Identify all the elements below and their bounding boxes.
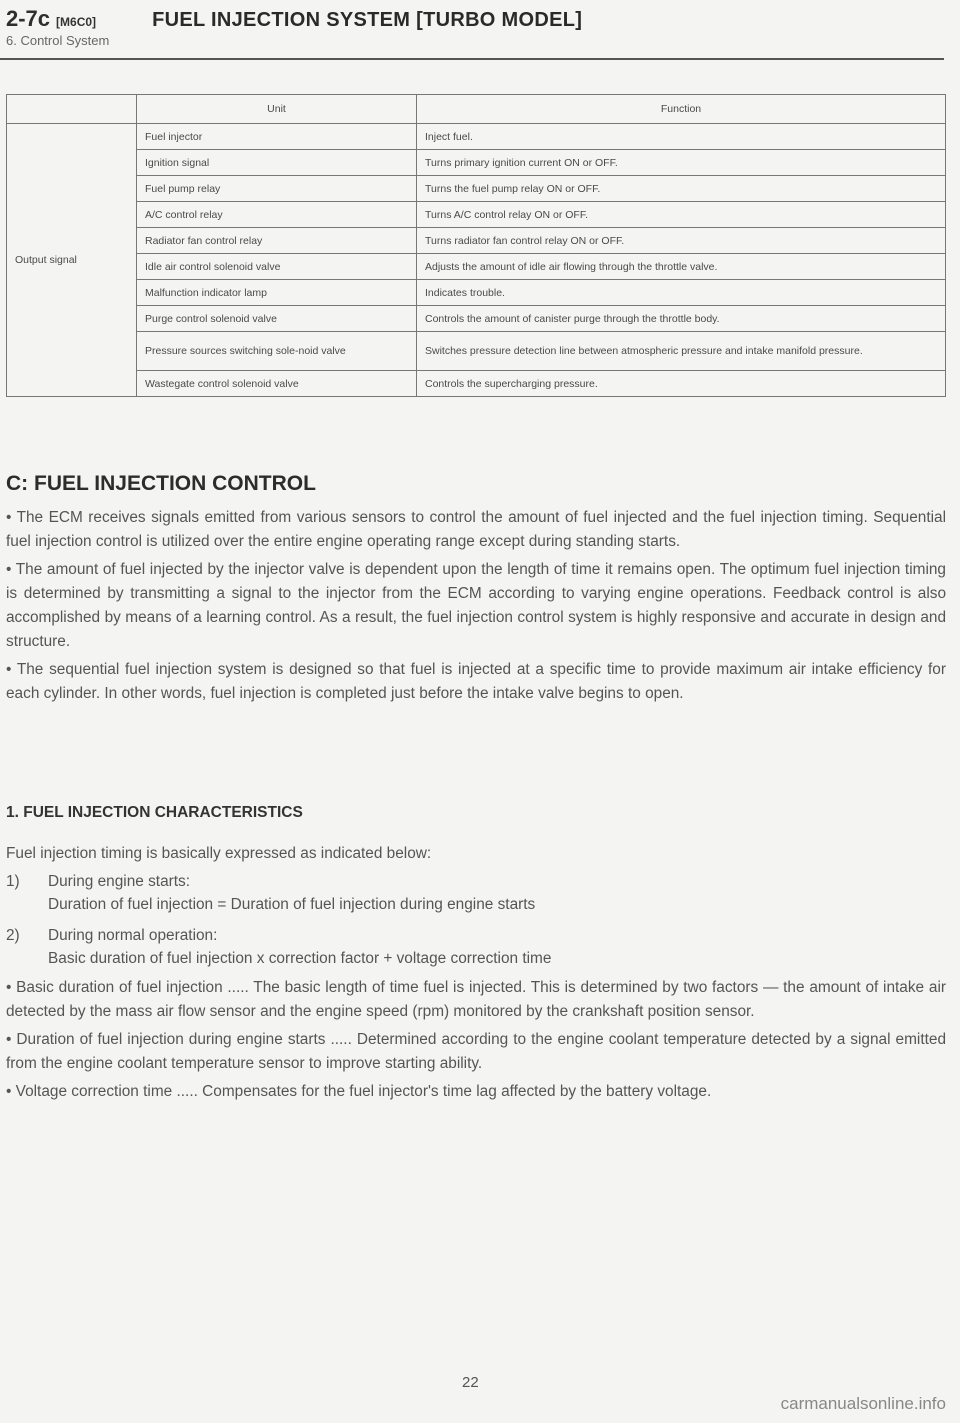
bullet-paragraph: • Voltage correction time ..... Compensates for the fuel injector's time lag affected by the battery voltage. (6, 1083, 712, 1100)
unit-cell: Fuel injector (137, 124, 417, 150)
page-title: FUEL INJECTION SYSTEM [TURBO MODEL] (152, 9, 583, 31)
table-row (7, 332, 946, 371)
unit-cell: Wastegate control solenoid valve (137, 371, 417, 397)
unit-cell: Radiator fan control relay (137, 228, 417, 254)
item-formula: Basic duration of fuel injection x correction factor + voltage correction time (48, 950, 552, 967)
watermark: carmanualsonline.info (780, 1394, 946, 1413)
item-label: During engine starts: (48, 873, 191, 890)
header-unit: Unit (137, 95, 417, 124)
unit-cell: Idle air control solenoid valve (137, 254, 417, 280)
header-blank (7, 95, 137, 124)
item-formula: Duration of fuel injection = Duration of fuel injection during engine starts (48, 896, 536, 913)
unit-cell: A/C control relay (137, 202, 417, 228)
table-row (7, 254, 946, 280)
list-item (6, 870, 946, 916)
bullet-paragraph: • Basic duration of fuel injection ..... The basic length of time fuel is injected. This is determined by two factors — the amount of intake air detected by the mass air flow sensor and the engine speed (rpm) monitored by the crankshaft position sensor. (6, 979, 946, 1020)
table-row (7, 371, 946, 397)
intro-text: Fuel injection timing is basically expressed as indicated below: (6, 845, 432, 862)
page-header (6, 6, 946, 48)
unit-cell: Malfunction indicator lamp (137, 280, 417, 306)
unit-cell: Pressure sources switching sole-noid valve (137, 332, 417, 371)
function-cell: Switches pressure detection line between atmospheric pressure and intake manifold pressure. (417, 332, 946, 371)
function-cell: Indicates trouble. (417, 280, 946, 306)
model-code: [M6C0] (56, 15, 97, 29)
item-number: 1) (6, 873, 20, 890)
item-number: 2) (6, 927, 20, 944)
subsection-title: 1. FUEL INJECTION CHARACTERISTICS (6, 804, 303, 821)
function-cell: Turns primary ignition current ON or OFF. (417, 150, 946, 176)
table-row (7, 228, 946, 254)
function-cell: Turns the fuel pump relay ON or OFF. (417, 176, 946, 202)
table-row (7, 150, 946, 176)
function-cell: Adjusts the amount of idle air flowing through the throttle valve. (417, 254, 946, 280)
function-cell: Controls the amount of canister purge through the throttle body. (417, 306, 946, 332)
unit-cell: Fuel pump relay (137, 176, 417, 202)
table-row (7, 202, 946, 228)
section-body (6, 506, 946, 710)
paragraph: • The sequential fuel injection system is designed so that fuel is injected at a specific time to provide maximum air intake efficiency for each cylinder. In other words, fuel injection is completed just before the intake valve begins to open. (6, 661, 946, 702)
list-item (6, 924, 946, 970)
table-row (7, 124, 946, 150)
paragraph: • The ECM receives signals emitted from various sensors to control the amount of fuel injected and the fuel injection timing. Sequential fuel injection control is utilized over the entire engine operating range except during standing starts. (6, 509, 946, 550)
bullet-paragraph: • Duration of fuel injection during engine starts ..... Determined according to the engine coolant temperature detected by a signal emitted from the engine coolant temperature sensor to improve starting ability. (6, 1031, 946, 1072)
page-subtitle: 6. Control System (6, 33, 110, 48)
unit-cell: Purge control solenoid valve (137, 306, 417, 332)
function-cell: Turns A/C control relay ON or OFF. (417, 202, 946, 228)
header-rule (0, 58, 944, 60)
section-code: 2-7c (6, 6, 51, 31)
output-signal-table (6, 94, 946, 397)
item-label: During normal operation: (48, 927, 218, 944)
page-number: 22 (462, 1374, 479, 1391)
bullet-list (6, 976, 946, 1108)
header-function: Function (417, 95, 946, 124)
table-row (7, 176, 946, 202)
function-cell: Inject fuel. (417, 124, 946, 150)
function-cell: Controls the supercharging pressure. (417, 371, 946, 397)
table-header-row (7, 95, 946, 124)
group-label: Output signal (7, 124, 137, 397)
unit-cell: Ignition signal (137, 150, 417, 176)
table-row (7, 280, 946, 306)
table-row (7, 306, 946, 332)
paragraph: • The amount of fuel injected by the injector valve is dependent upon the length of time it remains open. The optimum fuel injection timing is determined by transmitting a signal to the injector from the ECM according to varying engine operations. Feedback control is also accomplished by means of a learning control. As a result, the fuel injection control system is highly responsive and accurate in design and structure. (6, 561, 946, 650)
function-cell: Turns radiator fan control relay ON or OFF. (417, 228, 946, 254)
section-title: C: FUEL INJECTION CONTROL (6, 472, 316, 495)
